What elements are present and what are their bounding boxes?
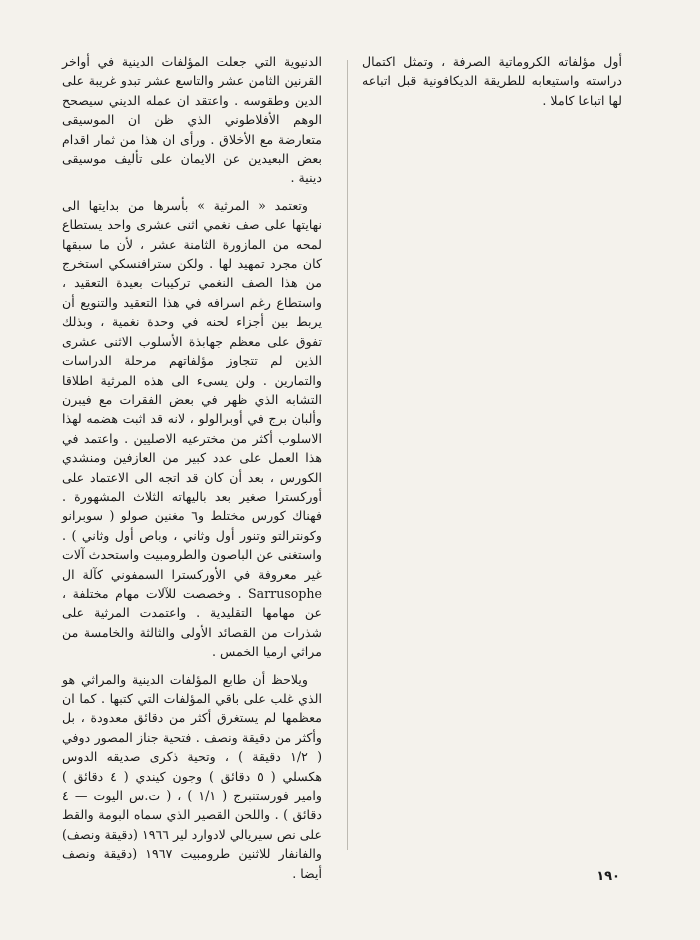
- paragraph: ويلاحظ أن طابع المؤلفات الدينية والمراثي هو الذي غلب على باقي المؤلفات التي كتبها . كما ان معظمها لم يستغرق أكثر من دقائق معدودة ، بل وأكثر من دقيقة ونصف . فتحية جناز المصور دوفي ( ١/٢ دقيقة ) ، وتحية ذكرى صديقه الدوس هكسلي ( ٥ دقائق ) وجون كيندي ( ٤ دقائق ) وامير فورستنبرج ( ١/١ ) ، ( ت.س اليوت — ٤ دقائق ) . واللحن القصير الذي سماه البومة والقط على نص سيريالي لادوارد لير ١٩٦٦ (دقيقة ونصف) والفانفار للاثنين طرومبيت ١٩٦٧ (دقيقة ونصف أيضا .: [62, 671, 323, 881]
- right-column: [362, 52, 622, 891]
- column-divider: [347, 60, 348, 850]
- left-column: [62, 52, 322, 891]
- page-number: ١٩٠: [596, 869, 620, 884]
- paragraph: أول مؤلفاته الكروماتية الصرفة ، وتمثل اكتمال دراسته واستيعابه للطريقة الديكافونية قبل اتباعه لها اتباعا كاملا .: [362, 54, 622, 108]
- text-columns: [62, 52, 622, 891]
- paragraph: الدنيوية التي جعلت المؤلفات الدينية في أواخر القرنين الثامن عشر والتاسع عشر تبدو غريبة على الدين وطقوسه . واعتقد ان عمله الديني سيصحح الوهم الأفلاطوني الذي ظن ان الموسيقى متعارضة مع الأخلاق . ورأى ان هذا من ثمار اقدام بعض البعيدين عن الايمان على تأليف موسيقى دينية .: [62, 54, 322, 186]
- paragraph: وتعتمد « المرثية » بأسرها من بدايتها الى نهايتها على صف نغمي اثنى عشرى واحد يستطاع لمحه من المازورة الثامنة عشر ، لأن ما سبقها كان مجرد تمهيد لها . ولكن سترافنسكي استخرج من هذا الصف النغمي تركيبات بعيدة التعقيد ، واستطاع رغم اسرافه في هذا التعقيد والتنويع أن يربط بين أجزاء لحنه في وحدة نغمية ، وبذلك تفوق على معظم جهابذة الأسلوب الاثنى عشرى الذين لم تتجاوز مؤلفاتهم مرحلة الدراسات والتمارين . ولن يسىء الى هذه المرثية اطلاقا التشابه الذي ظهر في بعض الفقرات مع فيبرن وألبان برج في أوبرالولو ، لانه قد اثبت هضمه لهذا الاسلوب أكثر من مخترعيه الاصليين . واعتمد في هذا العمل على عدد كبير من العازفين ومنشدي الكورس ، بعد أن كان قد اتجه الى الاعتماد على أوركسترا صغير بعد باليهاته الثلاث المشهورة . فهناك كورس مختلط و٦ مغنين صولو ( سوبرانو وكونترالتو وتنور أول وثاني ، وباص أول وثاني ) . واستغنى عن الباصون والطرومبيت واستحدث آلات غير معروفة في الأوركسترا السمفوني كآلة ال Sarrusophe . وخصصت للآلات مهام مختلفة ، عن مهامها التقليدية . واعتمدت المرثية على شذرات من القصائد الأولى والثالثة والخامسة من مراثي ارميا الخمس .: [62, 197, 322, 660]
